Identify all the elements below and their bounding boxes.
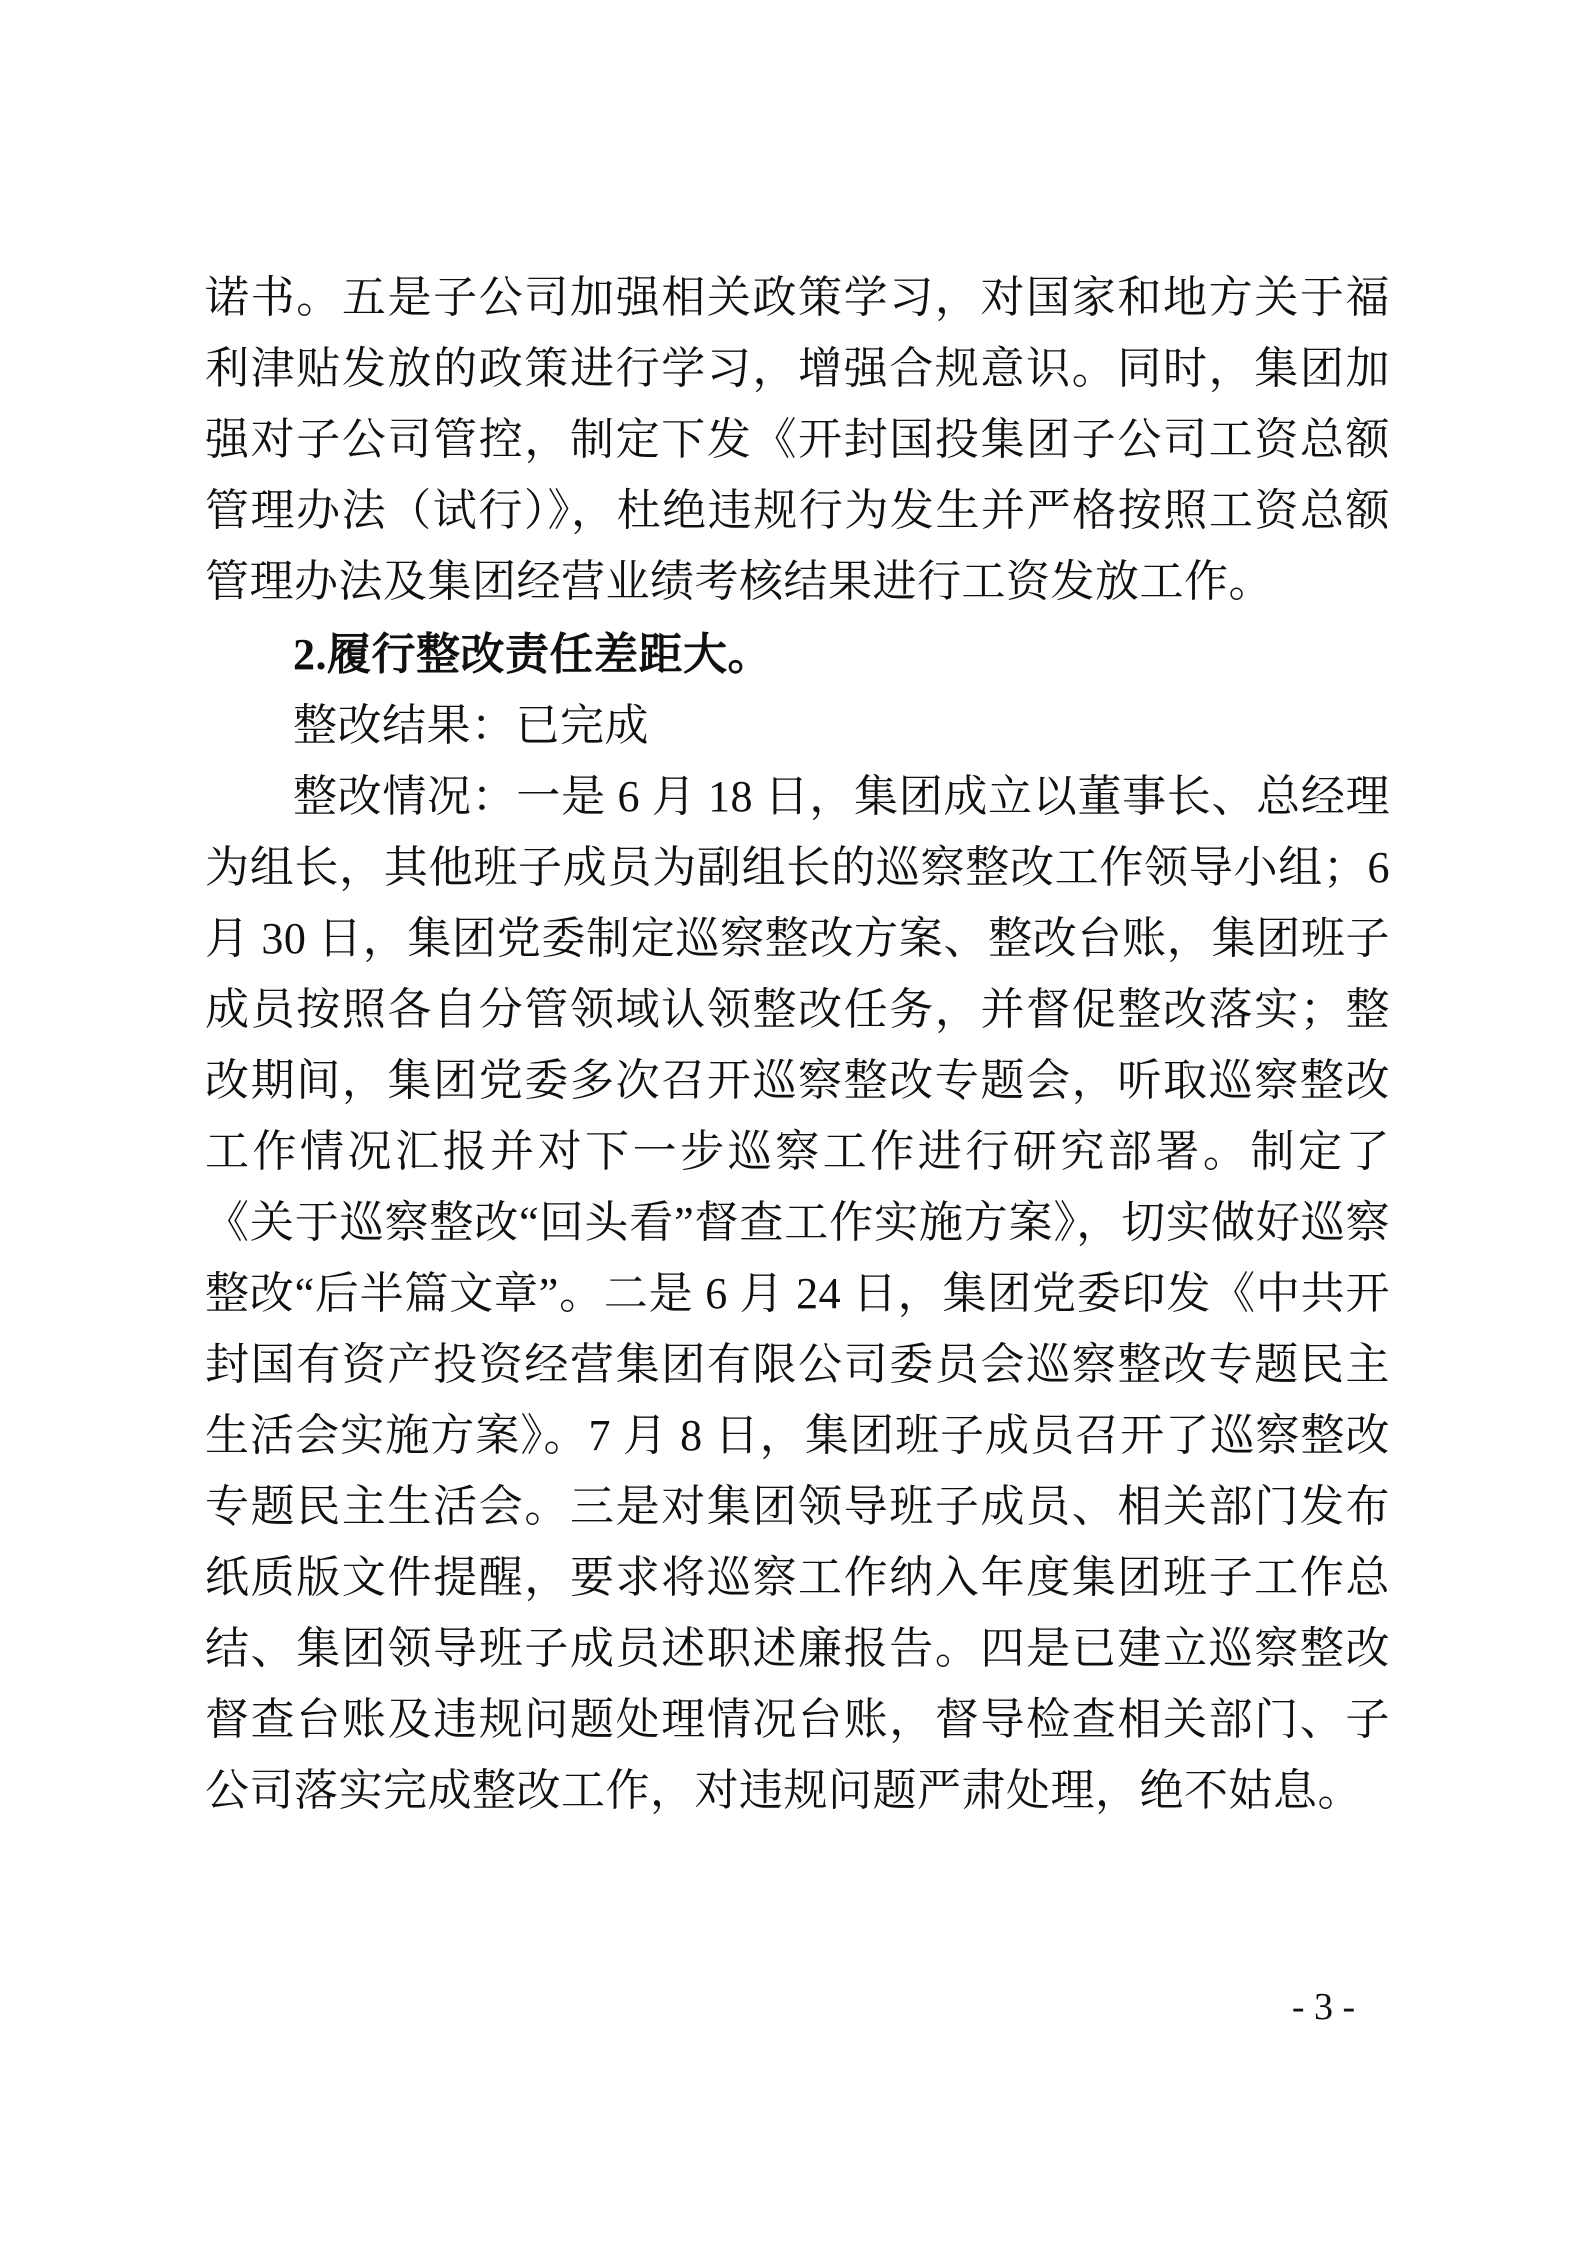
section-heading: 2.履行整改责任差距大。 — [293, 630, 772, 679]
rectification-details: 整改情况：一是 6 月 18 日，集团成立以董事长、总经理为组长，其他班子成员为副组长的巡察整改工作领导小组；6 月 30 日，集团党委制定巡察整改方案、整改台账，集团班子成员按照各自分管领域认领整改任务，并督促整改落实；整改期间，集团党委多次召开巡察整改专题会，听取巡察整改工作情况汇报并对下一步巡察工作进行研究部署。制定了《关于巡察整改“回头看”督查工作实施方案》，切实做好巡察整改“后半篇文章”。二是 6 月 24 日，集团党委印发《中共开封国有资产投资经营集团有限公司委员会巡察整改专题民主生活会实施方案》。7 月 8 日，集团班子成员召开了巡察整改专题民主生活会。三是对集团领导班子成员、相关部门发布纸质版文件提醒，要求将巡察工作纳入年度集团班子工作总结、集团领导班子成员述职述廉报告。四是已建立巡察整改督查台账及违规问题处理情况台账，督导检查相关部门、子公司落实完成整改工作，对违规问题严肃处理，绝不姑息。 — [205, 772, 1390, 1815]
page-body — [205, 262, 1390, 1826]
paragraph-continued: 诺书。五是子公司加强相关政策学习，对国家和地方关于福利津贴发放的政策进行学习，增强合规意识。同时，集团加强对子公司管控，制定下发《开封国投集团子公司工资总额管理办法（试行）》，杜绝违规行为发生并严格按照工资总额管理办法及集团经营业绩考核结果进行工资发放工作。 — [205, 273, 1390, 606]
rectification-result: 整改结果：已完成 — [293, 701, 649, 750]
page-number: - 3 - — [1291, 1986, 1356, 2028]
